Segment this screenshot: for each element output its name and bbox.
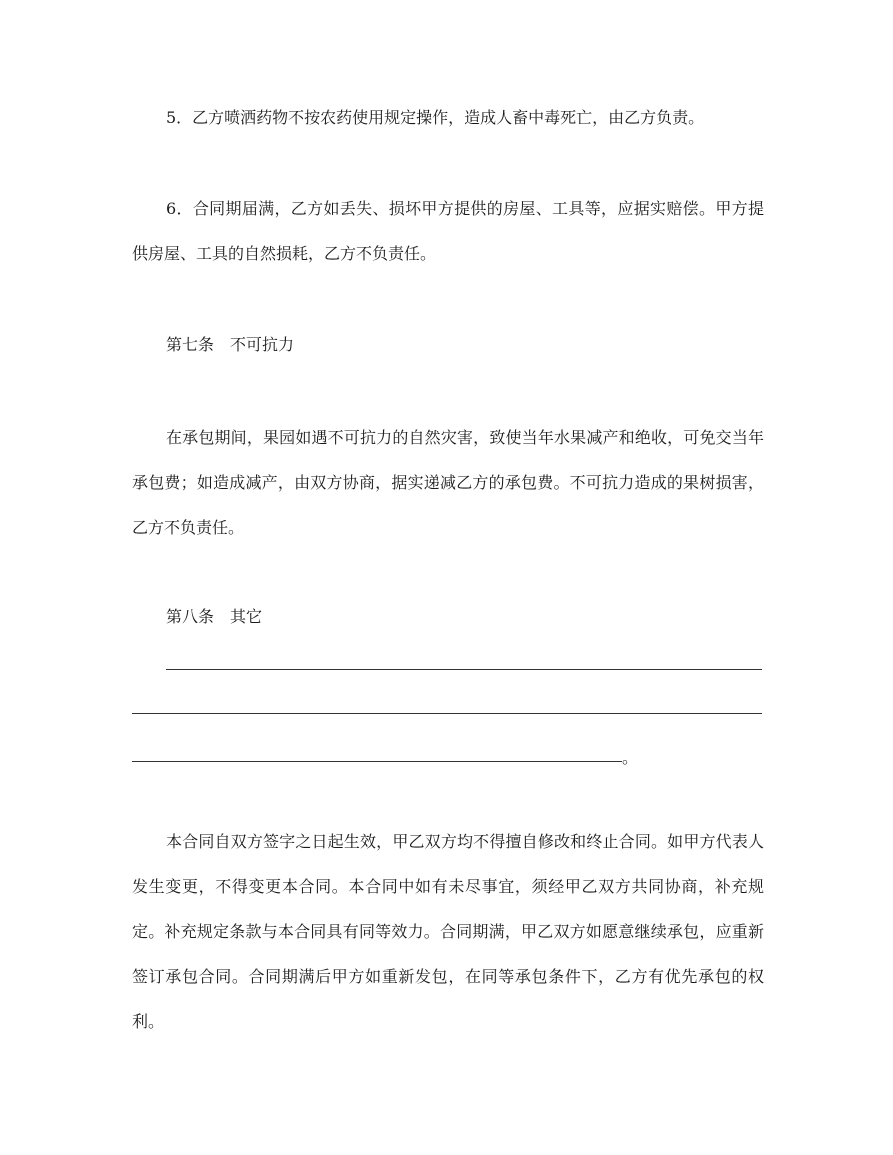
blank-end-mark: 。: [622, 748, 639, 767]
fill-in-blank-line-3[interactable]: [132, 761, 622, 762]
closing-clause: 本合同自双方签字之日起生效，甲乙双方均不得擅自修改和终止合同。如甲方代表人发生变更，不得变更本合同。本合同中如有未尽事宜，须经甲乙双方共同协商，补充规定。补充规定条款与本合同具有同等效力。合同期满，甲乙双方如愿意继续承包，应重新签订承包合同。合同期满后甲方如重新发包，在同等承包条件下，乙方有优先承包的权利。: [132, 832, 764, 1031]
clause-item-6: 6．合同期届满，乙方如丢失、损坏甲方提供的房屋、工具等，应据实赔偿。甲方提供房屋、工具的自然损耗，乙方不负责任。: [132, 199, 764, 263]
article-8-heading: 第八条 其它: [166, 607, 263, 626]
clause-item-5: 5．乙方喷洒药物不按农药使用规定操作，造成人畜中毒死亡，由乙方负责。: [166, 108, 705, 127]
fill-in-blank-line-2[interactable]: [132, 713, 762, 714]
article-7-body: 在承包期间，果园如遇不可抗力的自然灾害，致使当年水果减产和绝收，可免交当年承包费；如造成减产，由双方协商，据实递减乙方的承包费。不可抗力造成的果树损害，乙方不负责任。: [132, 428, 764, 537]
fill-in-blank-line-1[interactable]: [166, 669, 762, 670]
article-7-heading: 第七条 不可抗力: [166, 335, 295, 354]
